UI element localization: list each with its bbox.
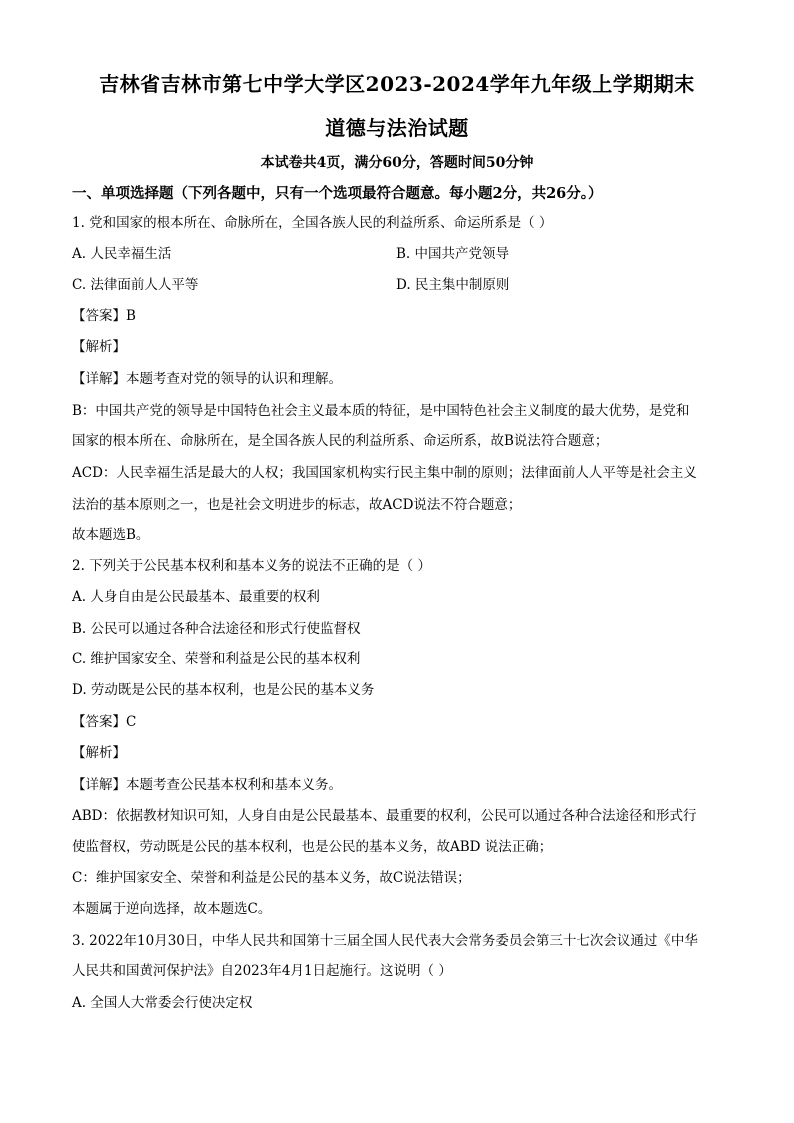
q2-analysis-label: 【解析】 <box>72 745 126 761</box>
q1-conclusion: 故本题选B。 <box>72 527 150 543</box>
exam-info: 本试卷共4页，满分60分，答题时间50分钟 <box>260 155 534 171</box>
q1-analysis-label: 【解析】 <box>72 339 126 355</box>
q2-option-c: C. 维护国家安全、荣誉和利益是公民的基本权利 <box>72 651 361 667</box>
q3-option-a: A. 全国人大常委会行使决定权 <box>72 995 253 1011</box>
q1-explanation-acd-1: ACD：人民幸福生活是最大的人权；我国国家机构实行民主集中制的原则；法律面前人人平等是社会主义 <box>72 465 697 481</box>
q2-answer: 【答案】C <box>72 714 137 730</box>
q1-option-c: C. 法律面前人人平等 <box>72 277 199 293</box>
q1-stem: 1. 党和国家的根本所在、命脉所在，全国各族人民的利益所系、命运所系是（ ） <box>72 215 553 231</box>
q3-stem-line2: 人民共和国黄河保护法》自2023年4月1日起施行。这说明（ ） <box>72 963 452 979</box>
q2-option-b: B. 公民可以通过各种合法途径和形式行使监督权 <box>72 621 361 637</box>
q2-stem: 2. 下列关于公民基本权利和基本义务的说法不正确的是（ ） <box>72 558 431 574</box>
exam-title-line2: 道德与法治试题 <box>325 116 469 140</box>
q1-explanation-acd-2: 法治的基本原则之一，也是社会文明进步的标志，故ACD说法不符合题意； <box>72 497 522 513</box>
q2-detail: 【详解】本题考查公民基本权利和基本义务。 <box>72 777 342 793</box>
section-heading: 一、单项选择题（下列各题中，只有一个选项最符合题意。每小题2分，共26分。） <box>72 185 603 202</box>
q1-detail: 【详解】本题考查对党的领导的认识和理解。 <box>72 371 342 387</box>
exam-title-line1: 吉林省吉林市第七中学大学区2023-2024学年九年级上学期期末 <box>99 72 695 96</box>
q2-explanation-c: C：维护国家安全、荣誉和利益是公民的基本义务，故C说法错误； <box>72 870 471 886</box>
q1-option-b: B. 中国共产党领导 <box>396 246 510 262</box>
q1-option-d: D. 民主集中制原则 <box>396 277 510 293</box>
q1-explanation-b-1: B：中国共产党的领导是中国特色社会主义最本质的特征，是中国特色社会主义制度的最大优势，是党和 <box>72 403 690 419</box>
q3-stem-line1: 3. 2022年10月30日，中华人民共和国第十三届全国人民代表大会常务委员会第三十七次会议通过《中华 <box>72 933 698 949</box>
q1-answer: 【答案】B <box>72 308 136 324</box>
q1-explanation-b-2: 国家的根本所在、命脉所在，是全国各族人民的利益所系、命运所系，故B说法符合题意； <box>72 433 609 449</box>
q1-option-a: A. 人民幸福生活 <box>72 246 172 262</box>
q2-conclusion: 本题属于逆向选择，故本题选C。 <box>72 901 272 917</box>
q2-explanation-abd-2: 使监督权，劳动既是公民的基本权利，也是公民的基本义务，故ABD 说法正确； <box>72 839 553 855</box>
q2-option-d: D. 劳动既是公民的基本权利，也是公民的基本义务 <box>72 682 375 698</box>
q2-explanation-abd-1: ABD：依据教材知识可知，人身自由是公民最基本、最重要的权利，公民可以通过各种合法途径和形式行 <box>72 808 697 824</box>
q2-option-a: A. 人身自由是公民最基本、最重要的权利 <box>72 589 320 605</box>
